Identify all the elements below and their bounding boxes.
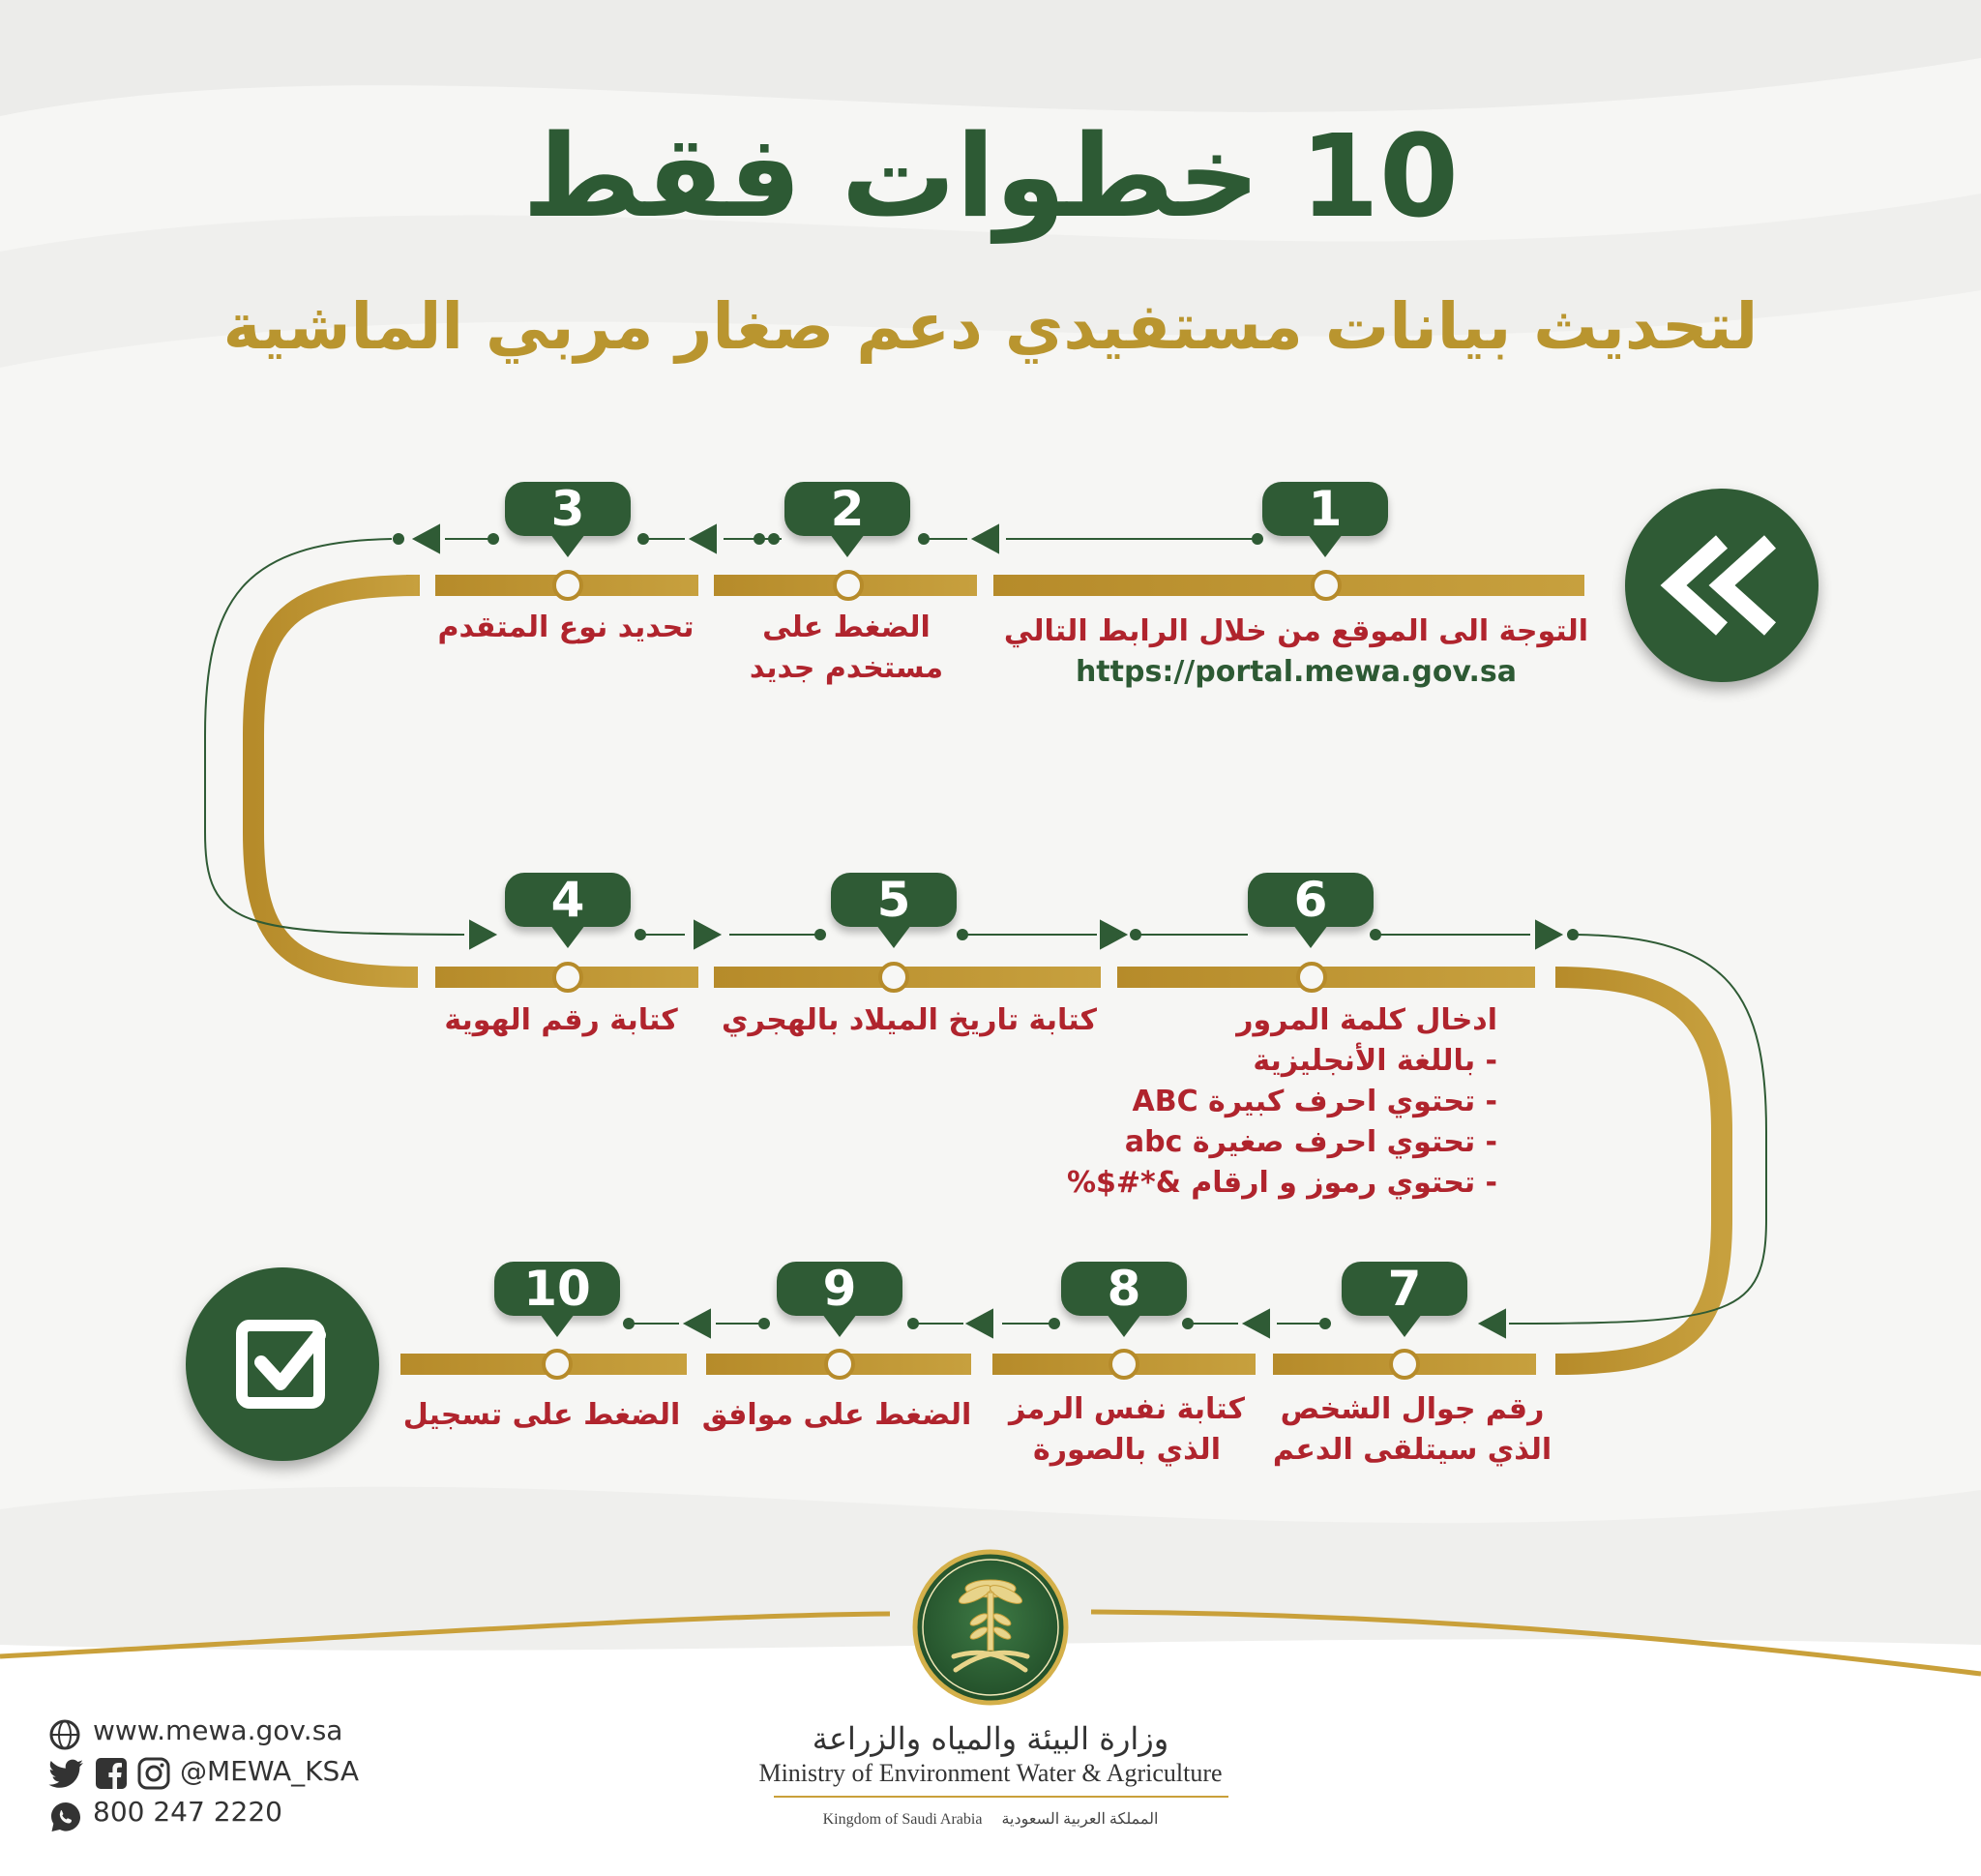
footer-social — [48, 1755, 397, 1794]
step-badge-10: 10 — [494, 1262, 620, 1316]
step-badge-4: 4 — [505, 873, 631, 927]
ministry-name-ar: وزارة البيئة والمياه والزراعة — [812, 1720, 1169, 1757]
step-badge-6: 6 — [1248, 873, 1374, 927]
facebook-icon[interactable] — [95, 1757, 128, 1790]
whatsapp-icon — [48, 1800, 83, 1834]
ministry-name-en: Ministry of Environment Water & Agriculture — [758, 1759, 1223, 1787]
password-rule: - تحتوي احرف كبيرة ABC — [1132, 1085, 1497, 1118]
step-badge-5: 5 — [831, 873, 957, 927]
step-1-instruction: التوجة الى الموقع من خلال الرابط التالي — [1003, 614, 1589, 648]
footer-website[interactable]: www.mewa.gov.sa — [48, 1714, 397, 1753]
step-badge-3: 3 — [505, 482, 631, 536]
step-badge-8: 8 — [1061, 1262, 1187, 1316]
step-1-text — [996, 611, 1596, 693]
end-circle — [186, 1267, 379, 1461]
palm-swords-emblem-icon — [911, 1548, 1070, 1707]
twitter-icon[interactable] — [48, 1759, 85, 1790]
row3-track — [400, 1351, 1536, 1378]
step-2-text: الضغط على مستخدم جديد — [749, 610, 944, 685]
password-rule: - تحتوي رموز و ارقام &*#$% — [1066, 1166, 1497, 1200]
step-9-text: الضغط على موافق — [701, 1398, 972, 1432]
footer-phone[interactable]: 800 247 2220 — [48, 1796, 397, 1834]
step-10-text: الضغط على تسجيل — [402, 1398, 681, 1432]
kingdom-names: Kingdom of Saudi Arabia المملكة العربية السعودية — [822, 1811, 1159, 1828]
password-rule: - باللغة الأنجليزية — [1253, 1044, 1497, 1078]
page-subtitle: لتحديث بيانات مستفيدي دعم صغار مربي الماشية — [222, 289, 1759, 364]
page-title — [0, 109, 1981, 243]
password-rule: - تحتوي احرف صغيرة abc — [1124, 1125, 1497, 1159]
start-circle — [1625, 489, 1818, 682]
double-chevron-left-icon — [1625, 489, 1818, 682]
step-badge-9: 9 — [777, 1262, 902, 1316]
step-3-text: تحديد نوع المتقدم — [437, 610, 695, 644]
step-4-text: كتابة رقم الهوية — [444, 1003, 678, 1037]
step-badge-1: 1 — [1262, 482, 1388, 536]
step-badge-7: 7 — [1342, 1262, 1467, 1316]
instagram-icon[interactable] — [137, 1757, 170, 1790]
row2-track — [435, 964, 1535, 991]
step-7-text: رقم جوال الشخص الذي سيتلقى الدعم — [1272, 1392, 1552, 1467]
step-5-text: كتابة تاريخ الميلاد بالهجري — [722, 1003, 1097, 1037]
step-6-text: ادخال كلمة المرور - باللغة الأنجليزية - تحتوي احرف كبيرة ABC - تحتوي احرف صغيرة abc - تحتوي رموز و ارقام &*#$% — [1064, 1000, 1497, 1204]
ministry-divider — [774, 1796, 1228, 1798]
title-text: خطوات فقط — [522, 109, 1260, 243]
step-8-text: كتابة نفس الرمز الذي بالصورة — [1008, 1392, 1245, 1467]
globe-icon — [48, 1718, 81, 1751]
social-handle: @MEWA_KSA — [180, 1755, 359, 1787]
ministry-emblem — [911, 1548, 1070, 1707]
title-number: 10 — [1299, 109, 1459, 243]
row1-track — [406, 572, 1584, 599]
checkbox-check-icon — [186, 1267, 379, 1461]
step-badge-2: 2 — [784, 482, 910, 536]
portal-link[interactable]: https://portal.mewa.gov.sa — [1075, 655, 1518, 689]
